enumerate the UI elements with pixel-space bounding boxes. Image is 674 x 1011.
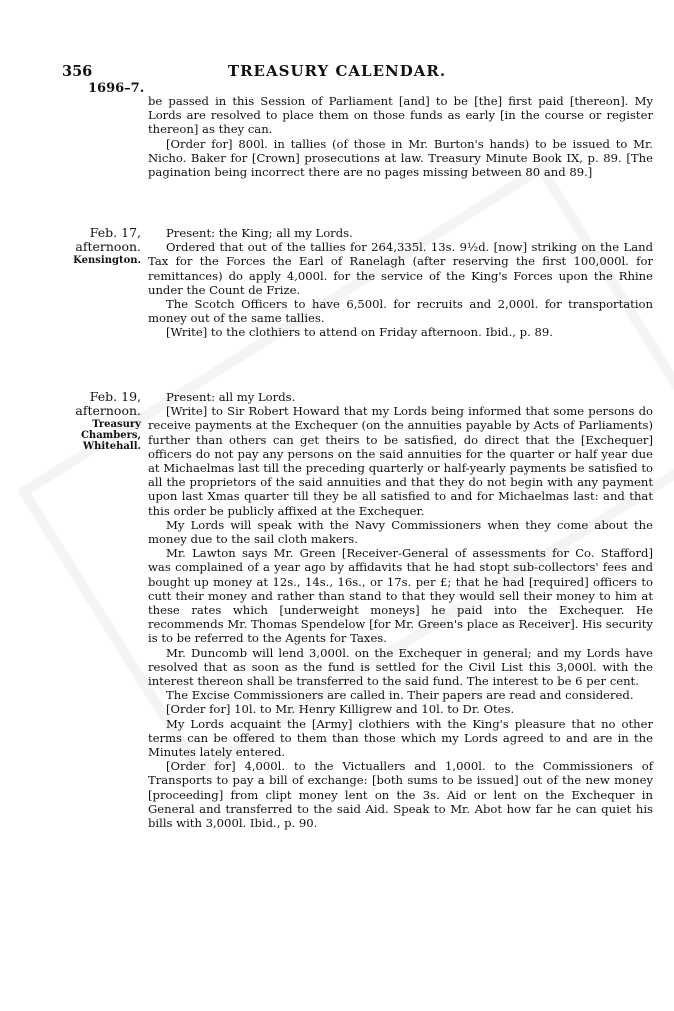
paragraph: The Scotch Officers to have 6,500l. for recruits and 2,000l. for transportation money out of the same tallies. bbox=[148, 297, 653, 326]
entry-feb-17 bbox=[148, 226, 653, 340]
entry-date-feb-17 bbox=[66, 226, 141, 266]
entry-date: Feb. 17, bbox=[89, 225, 141, 240]
paragraph: [Write] to Sir Robert Howard that my Lords being informed that some persons do receive payments at the Exchequer (on the annuities payable by Acts of Parliaments) further than others can get theirs to be satisfied, do direct that the [Exchequer] officers do not pay any persons on the said annuities for the quarter or half year due at Michaelmas last till the preceding quarterly or half-yearly payments be satisfied to all the proprietors of the said annuities and that they do not begin with any payment upon last Xmas quarter till they be all satisfied to and for Michaelmas last: and that this order be publicly affixed at the Exchequer. bbox=[148, 404, 653, 518]
paragraph: Mr. Lawton says Mr. Green [Receiver-General of assessments for Co. Stafford] was complained of a year ago by affidavits that he had stopt sub-collectors' fees and bought up money at 12s., 14s., 16s., or 17s. per £; that he had [required] officers to cutt their money and rather than stand to that they would sell their money to him at these rates which [underweight moneys] he paid into the Exchequer. He recommends Mr. Thomas Spendelow [for Mr. Green's place as Receiver]. His security is to be referred to the Agents for Taxes. bbox=[148, 546, 653, 646]
entry-date-feb-19 bbox=[66, 390, 141, 452]
entry-time: afternoon. bbox=[75, 403, 141, 418]
paragraph: Mr. Duncomb will lend 3,000l. on the Exchequer in general; and my Lords have resolved that as soon as the fund is settled for the Civil List this 3,000l. with the interest thereon shall be transferred to the said fund. The interest to be 6 per cent. bbox=[148, 645, 653, 689]
entry-time: afternoon. bbox=[75, 239, 141, 254]
paragraph: Present: the King; all my Lords. bbox=[166, 226, 353, 240]
paragraph: [Order for] 10l. to Mr. Henry Killigrew and 10l. to Dr. Otes. bbox=[166, 702, 515, 717]
paragraph: [Order for] 800l. in tallies (of those in Mr. Burton's hands) to be issued to Mr. Nicho. Baker for [Crown] prosecutions at law. Treasury Minute Book IX, p. 89. [The pagination being incorrect there are no pages missing between 80 and 89.] bbox=[148, 136, 653, 180]
running-title: TREASURY CALENDAR. bbox=[227, 62, 447, 80]
paragraph: Present: all my Lords. bbox=[166, 390, 296, 404]
paragraph: The Excise Commissioners are called in. Their papers are read and considered. bbox=[166, 688, 634, 703]
paragraph: [Order for] 4,000l. to the Victuallers and 1,000l. to the Commissioners of Transports to pay a bill of exchange: [both sums to be issued] out of the new money [proceeding] from clipt money lent on the 3s. Aid or lent on the Exchequer in General and transferred to the said Aid. Speak to Mr. Abot how far he can quiet his bills with 3,000l. Ibid., p. 90. bbox=[148, 759, 653, 831]
page-number: 356 bbox=[62, 63, 93, 80]
paragraph: Ordered that out of the tallies for 264,335l. 13s. 9½d. [now] striking on the Land Tax for the Forces the Earl of Ranelagh (after reserving the first 100,000l. for remittances) do apply 4,000l. for the service of the King's Forces upon the Rhine under the Count de Frize. bbox=[148, 240, 653, 297]
entry-feb-19 bbox=[148, 390, 653, 830]
paragraph: My Lords will speak with the Navy Commissioners when they come about the money due to the sail cloth makers. bbox=[148, 517, 653, 547]
continuation-entry bbox=[148, 94, 653, 179]
paragraph: My Lords acquaint the [Army] clothiers with the King's pleasure that no other terms can be offered to them than those which my Lords agreed to and are in the Minutes lately entered. bbox=[148, 716, 653, 760]
entry-place: Kensington. bbox=[73, 255, 141, 266]
paragraph: be passed in this Session of Parliament [and] to be [the] first paid [thereon]. My Lords are resolved to place them on those funds as early [in the course or register thereon] as they can. bbox=[148, 94, 653, 137]
entry-date: Feb. 19, bbox=[89, 389, 141, 404]
entry-place: Treasury Chambers, Whitehall. bbox=[80, 419, 141, 452]
paragraph: [Write] to the clothiers to attend on Friday afternoon. Ibid., p. 89. bbox=[166, 325, 553, 340]
year-margin: 1696–7. bbox=[88, 81, 145, 96]
